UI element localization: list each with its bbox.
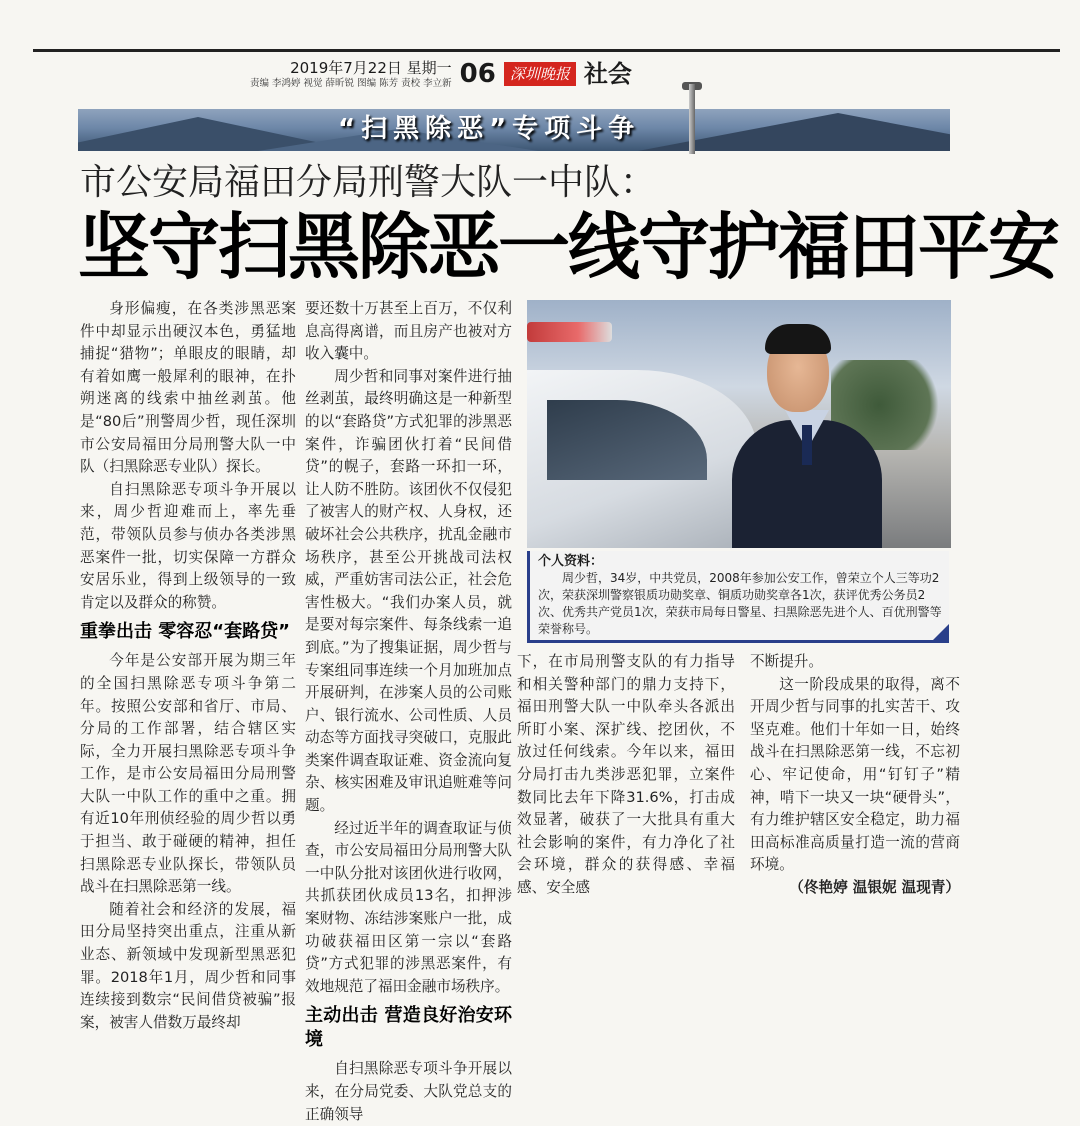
paragraph: 经过近半年的调查取证与侦查，市公安局福田分局刑警大队一中队分批对该团伙进行收网，共抓获团伙成员13名，扣押涉案财物、冻结涉案账户一批，成功破获福田区第一宗以“套路贷”方式犯罪的涉黑恶案件，有效地规范了福田金融市场秩序。 — [305, 819, 512, 995]
article-subhead: 市公安局福田分局刑警大队一中队： — [80, 162, 657, 203]
page-number: 06 — [459, 59, 496, 89]
officer-photo — [527, 300, 951, 548]
paragraph: 这一阶段成果的取得，离不开周少哲与同事的扎实苦干、攻坚克难。他们十年如一日，始终战斗在扫黑除恶第一线，不忘初心、牢记使命，用“钉钉子”精神，啃下一块又一块“硬骨头”，有力维护辖区安全稳定，助力福田高标准高质量打造一流的营商环境。 — [750, 675, 960, 874]
paragraph: 要还数十万甚至上百万，不仅利息高得离谱，而且房产也被对方收入囊中。 — [305, 300, 512, 363]
paragraph: 自扫黑除恶专项斗争开展以来，周少哲迎难而上，率先垂范，带领队员参与侦办各类涉黑恶案件一批，切实保障一方群众安居乐业，得到上级领导的一致肯定以及群众的称赞。 — [80, 480, 296, 611]
paragraph: 不断提升。 — [750, 653, 823, 670]
mountain-shape — [638, 113, 950, 151]
profile-title: 个人资料： — [538, 554, 604, 569]
paragraph: 周少哲和同事对案件进行抽丝剥茧，最终明确这是一种新型的以“套路贷”方式犯罪的涉黑恶案件，诈骗团伙打着“民间借贷”的幌子，套路一环扣一环，让人防不胜防。该团伙不仅侵犯了被害人的财产权、人身权，还破坏社会公共秩序，扰乱金融市场秩序，甚至公开挑战司法权威，严重妨害司法公正，社会危害性极大。“我们办案人员，就是要对每宗案件、每条线索一追到底。”为了搜集证据，周少哲与专案组同事连续一个月加班加点开展研判，在涉案人员的公司账户、银行流水、公司性质、人员动态等方面找寻突破口，克服此类案件调查取证难、资金流向复杂、核实困难及审讯追赃难等问题。 — [305, 367, 512, 815]
photo-tie — [802, 425, 812, 465]
paragraph: 下，在市局刑警支队的有力指导和相关警种部门的鼎力支持下，福田刑警大队一中队牵头各派出所盯小案、深扩线、挖团伙，不放过任何线索。今年以来，福田分局打击九类涉恶犯罪，立案件数同比去年下降31.6%，打击成效显著，破获了一大批具有重大社会影响的案件，有力净化了社会环境，群众的获得感、幸福感、安全感 — [517, 653, 735, 896]
section-heading: 重拳出击 零容忍“套路贷” — [80, 621, 290, 643]
corner-triangle-icon — [933, 624, 949, 640]
profile-body: 周少哲，34岁，中共党员，2008年参加公安工作，曾荣立个人三等功2次，荣获深圳警察银质功勋奖章、铜质功勋奖章各1次，获评优秀公务员2次、优秀共产党员1次，荣获市局每日警星、扫黑除恶先进个人、百优刑警等荣誉称号。 — [538, 571, 942, 636]
article-column-2 — [305, 298, 512, 1126]
photo-officer-hair — [765, 324, 831, 354]
section-heading: 主动出击 营造良好治安环境 — [305, 1005, 512, 1051]
author-byline: （佟艳婷 温银妮 温现青） — [789, 878, 960, 896]
photo-light-bar — [527, 322, 612, 342]
top-rule — [33, 49, 1060, 52]
masthead-info — [250, 59, 452, 90]
article-column-1 — [80, 298, 296, 1034]
masthead — [250, 56, 632, 92]
section-name: 社会 — [583, 60, 632, 88]
paragraph: 自扫黑除恶专项斗争开展以来，在分局党委、大队党总支的正确领导 — [305, 1060, 512, 1123]
paragraph: 身形偏瘦，在各类涉黑恶案件中却显示出硬汉本色，勇猛地捕捉“猎物”；单眼皮的眼睛，却有着如鹰一般犀利的眼神，在扑朔迷离的线索中抽丝剥茧。他是“80后”刑警周少哲，现任深圳市公安局福田分局刑警大队一中队（扫黑除恶专业队）探长。 — [80, 300, 296, 476]
topic-banner — [78, 109, 950, 151]
editor-credits: 责编 李鸿婷 视觉 薛昕锐 图编 陈芳 责校 李立新 — [250, 77, 452, 89]
issue-date: 2019年7月22日 星期一 — [290, 58, 452, 77]
profile-box — [527, 551, 949, 643]
article-headline: 坚守扫黑除恶一线守护福田平安 — [78, 205, 1059, 289]
article-column-4 — [750, 651, 960, 900]
sword-blade — [689, 84, 695, 154]
paragraph: 今年是公安部开展为期三年的全国扫黑除恶专项斗争第二年。按照公安部和省厅、市局、分局的工作部署，结合辖区实际，全力开展扫黑除恶专项斗争工作，是市公安局福田分局刑警大队一中队工作的重中之重。拥有近10年刑侦经验的周少哲以勇于担当、敢于碰硬的精神，担任扫黑除恶专业队探长，带领队员战斗在扫黑除恶第一线。 — [80, 652, 296, 896]
paragraph: 随着社会和经济的发展，福田分局坚持突出重点，注重从新业态、新领域中发现新型黑恶犯罪。2018年1月，周少哲和同事连续接到数宗“民间借贷被骗”报案，被害人借数万最终却 — [80, 900, 296, 1031]
banner-title: “扫黑除恶”专项斗争 — [338, 114, 641, 144]
article-column-3 — [517, 651, 735, 900]
newspaper-logo: 深圳晚报 — [504, 62, 576, 86]
